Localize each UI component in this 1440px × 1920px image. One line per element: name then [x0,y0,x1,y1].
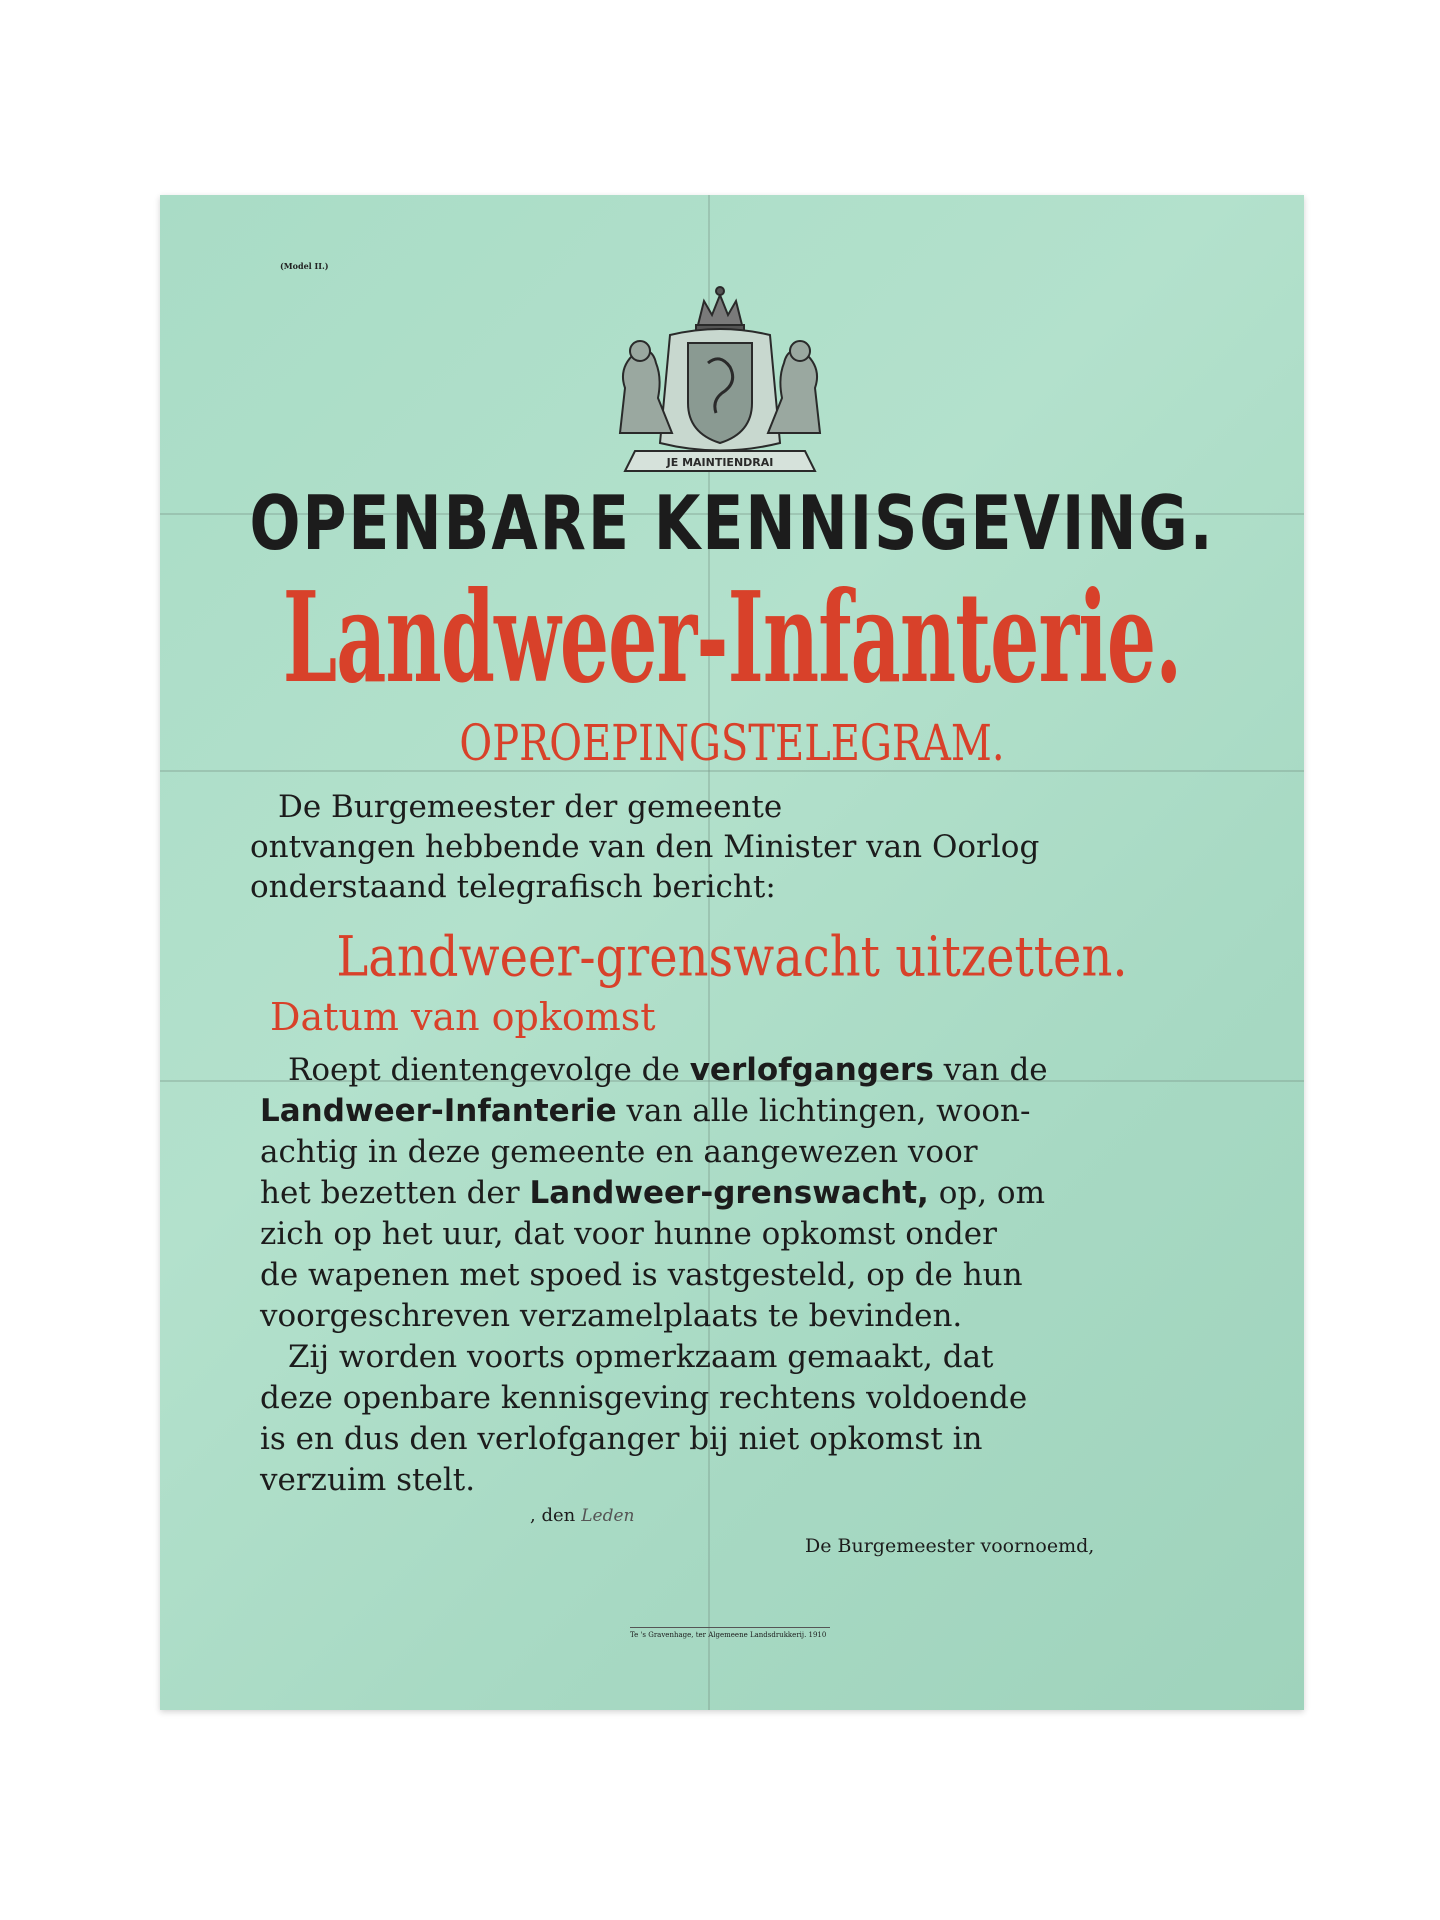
royal-coat-of-arms-icon [580,283,860,493]
body-line: achtig in deze gemeente en aangewezen voor [260,1134,978,1170]
handwritten-entry: Leden [581,1506,635,1526]
notice-title: OPENBARE KENNISGEVING. [249,480,1215,568]
body-line: het bezetten der Landweer-grenswacht, op, om [260,1175,1045,1211]
signature-line: De Burgemeester voornoemd, [805,1535,1095,1557]
body-line: verzuim stelt. [260,1462,476,1498]
body-line: Roept dientengevolge de verlofgangers van de [288,1052,1048,1088]
telegram-order: Landweer-grenswacht uitzetten. [336,925,1128,990]
body-line: de wapenen met spoed is vastgesteld, op de hun [260,1257,1023,1293]
unit-heading: Landweer-Infanterie. [282,565,1182,712]
printer-imprint: Te 's Gravenhage, ter Algemeene Landsdrukkerij. 1910 [630,1631,827,1639]
body-line: deze openbare kennisgeving rechtens voldoende [260,1380,1028,1416]
body-paragraph [260,1050,1048,1501]
date-line: , den Leden [530,1505,635,1526]
body-line: zich op het uur, dat voor hunne opkomst onder [260,1216,997,1252]
body-line: Landweer-Infanterie van alle lichtingen, woon- [260,1093,1031,1129]
intro-line: De Burgemeester der gemeente [278,789,783,825]
datum-label: Datum van opkomst [270,995,656,1039]
body-line: is en dus den verlofganger bij niet opkomst in [260,1421,983,1457]
poster [160,195,1304,1710]
intro-line: onderstaand telegrafisch bericht: [250,869,776,905]
intro-line: ontvangen hebbende van den Minister van Oorlog [250,829,1040,865]
model-label: (Model II.) [280,261,329,271]
telegram-subheading: OPROEPINGSTELEGRAM. [459,715,1005,773]
intro-paragraph [250,787,1039,907]
imprint-divider [630,1627,830,1628]
body-line: voorgeschreven verzamelplaats te bevinden. [260,1298,963,1334]
crest-motto: JE MAINTIENDRAI [666,456,774,469]
body-line: Zij worden voorts opmerkzaam gemaakt, dat [288,1339,994,1375]
